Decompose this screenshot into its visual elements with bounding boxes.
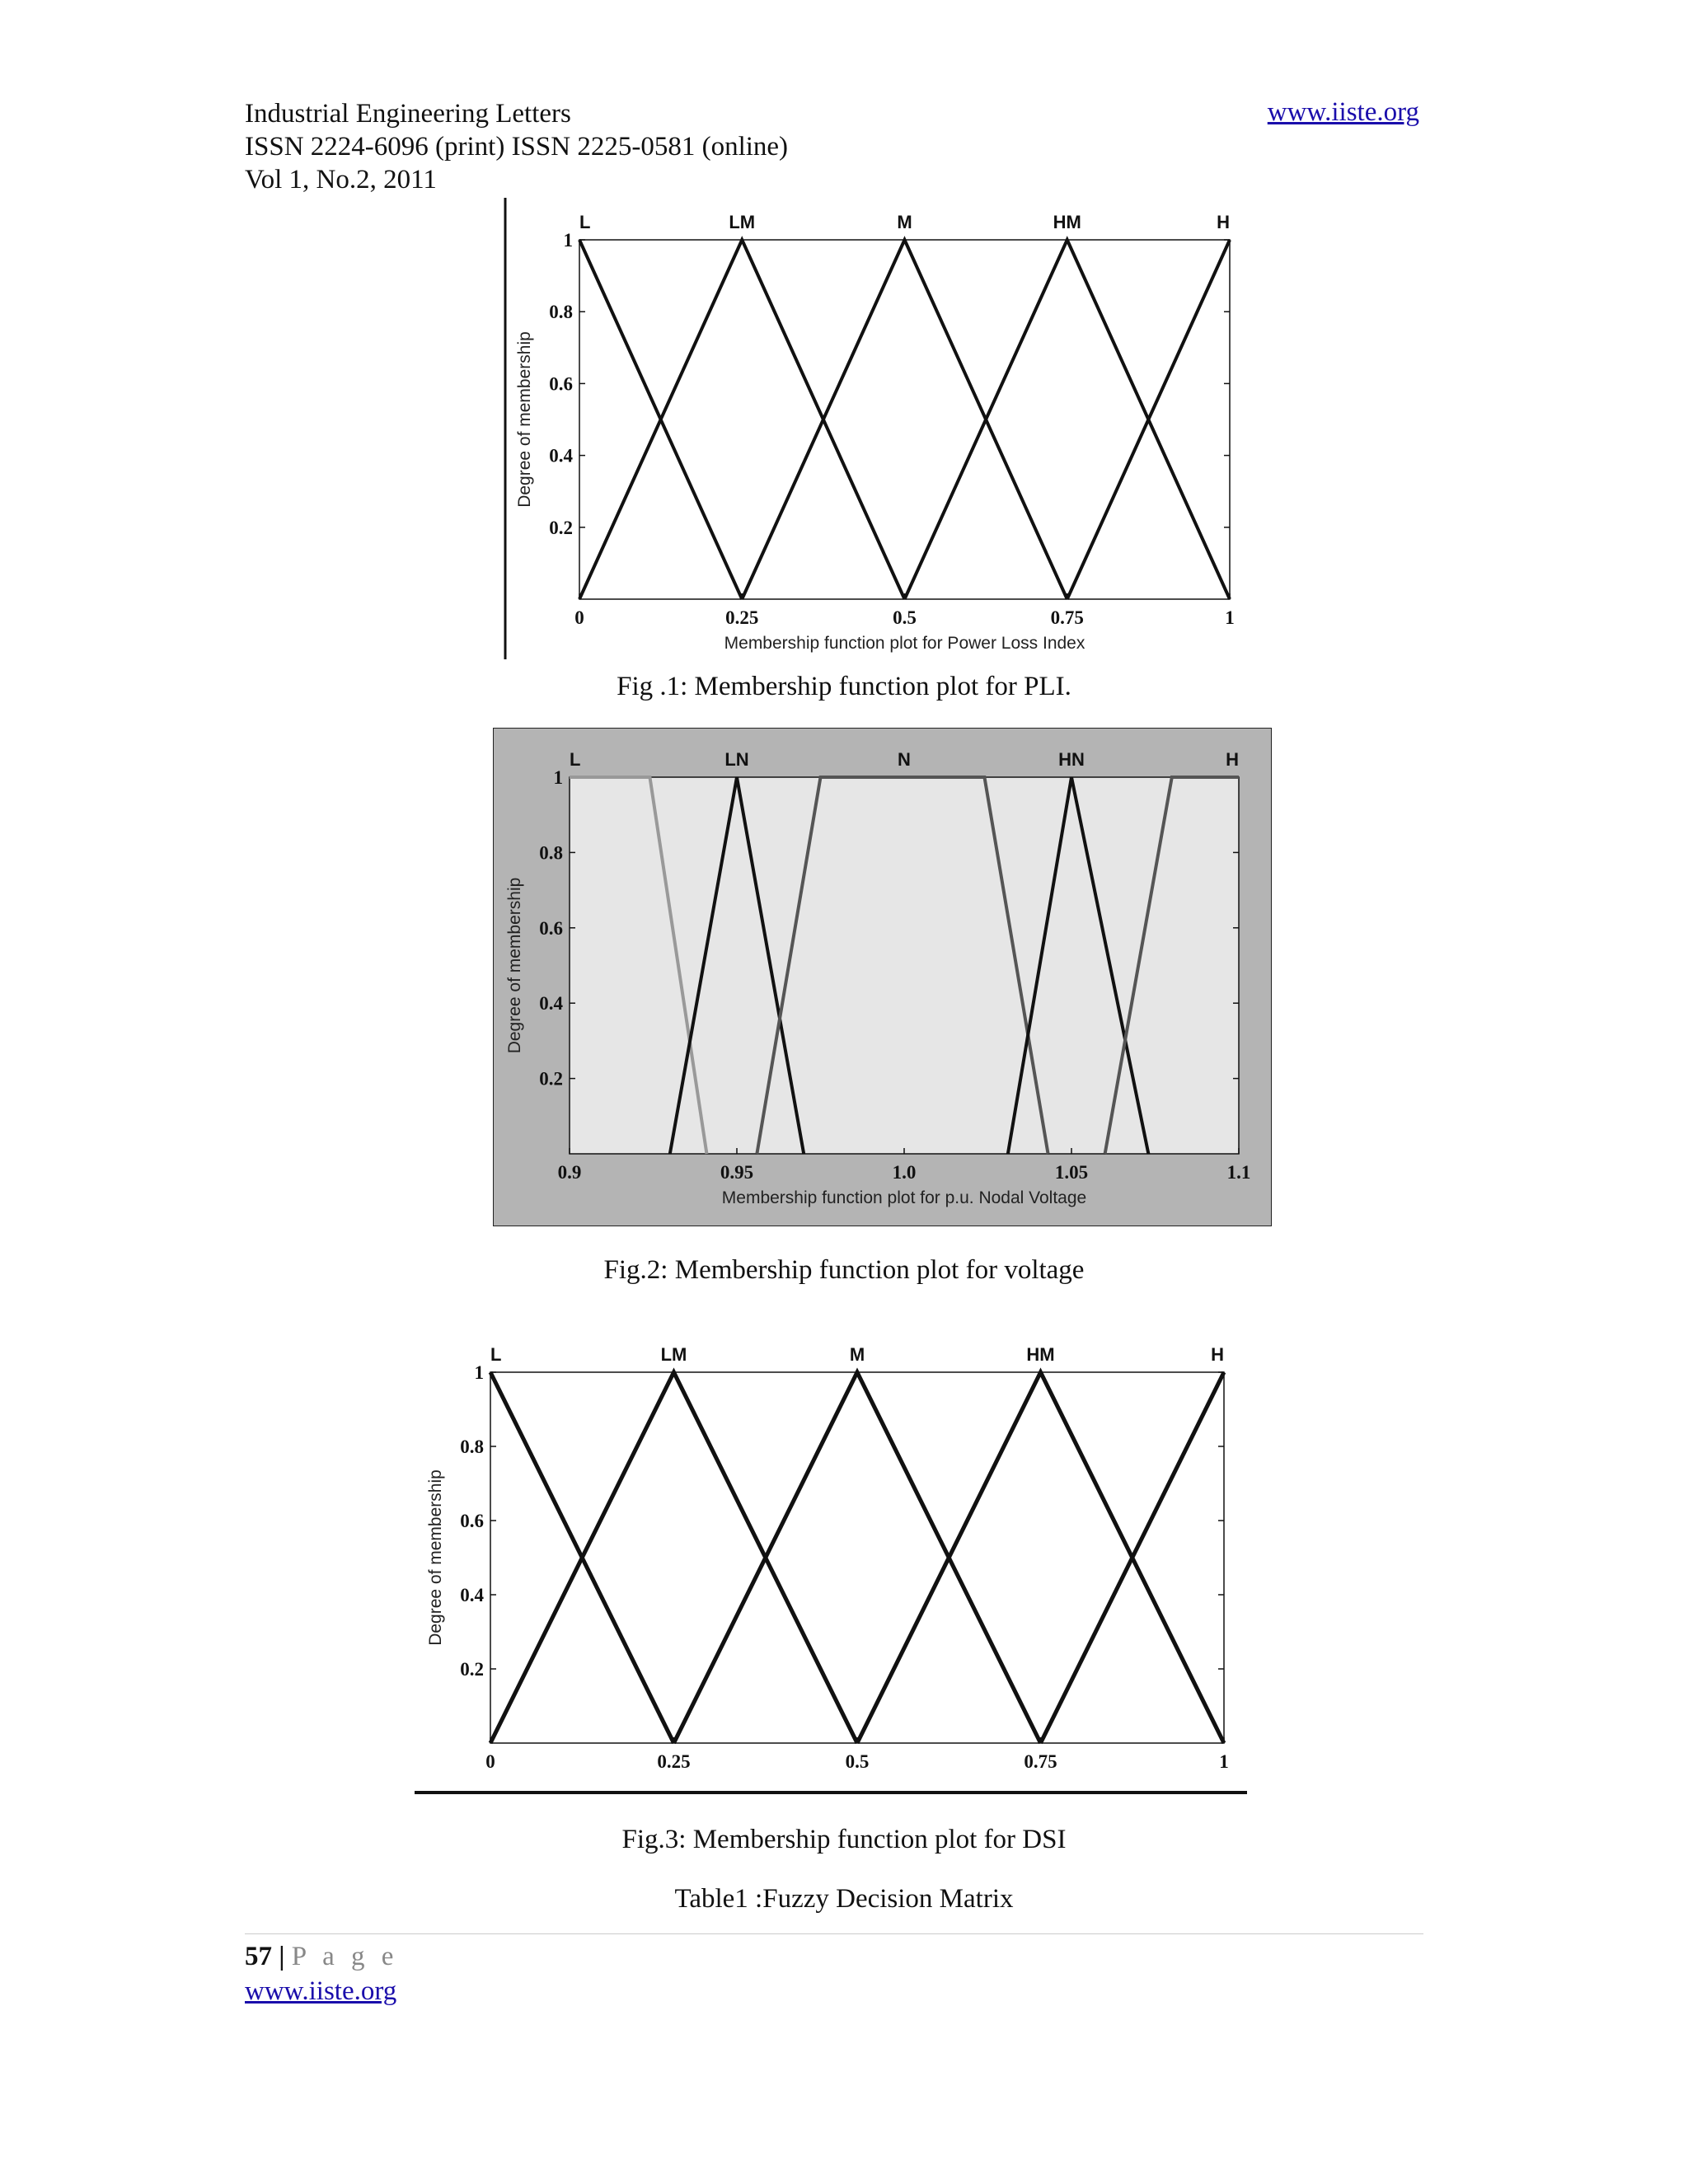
x-tick-label: 1.1 [1226, 1162, 1251, 1183]
page-number: 57 [245, 1942, 272, 1971]
membership-set-label: N [898, 749, 911, 770]
x-axis-label: Membership function plot for Power Loss Index [724, 634, 1085, 653]
y-tick-label: 0.8 [460, 1436, 484, 1457]
page-separator: | [279, 1942, 285, 1971]
x-tick-label: 0.25 [725, 607, 759, 628]
y-tick-label: 0.6 [549, 373, 573, 395]
table-caption: Table1 :Fuzzy Decision Matrix [674, 1884, 1014, 1914]
x-tick-label: 0.25 [657, 1751, 691, 1772]
chart-dsi [410, 1310, 1251, 1805]
x-tick-label: 1.05 [1054, 1162, 1089, 1183]
y-tick-label: 0.2 [549, 517, 573, 538]
journal-title: Industrial Engineering Letters [245, 99, 571, 129]
x-tick-label: 0.75 [1050, 607, 1084, 628]
footer-page-number [245, 1942, 398, 1972]
footer-rule [245, 1933, 1423, 1934]
plot-area [579, 240, 1230, 599]
y-axis-label: Degree of membership [426, 1469, 445, 1646]
membership-set-label: H [1217, 212, 1230, 232]
y-tick-label: 1 [563, 230, 573, 251]
y-tick-label: 0.4 [460, 1585, 484, 1605]
figure-3-caption: Fig.3: Membership function plot for DSI [621, 1825, 1067, 1854]
y-tick-label: 0.2 [539, 1068, 563, 1090]
membership-set-label: HM [1053, 212, 1081, 232]
footer-site-link[interactable]: www.iiste.org [245, 1976, 397, 2006]
membership-set-label: LM [660, 1344, 687, 1365]
x-tick-label: 0.5 [845, 1751, 870, 1772]
membership-set-label: M [897, 212, 912, 232]
figure-2-voltage [493, 728, 1272, 1226]
x-tick-label: 0.9 [557, 1162, 582, 1183]
membership-set-label: L [579, 212, 591, 232]
x-axis-label: Membership function plot for p.u. Nodal Voltage [721, 1188, 1087, 1207]
x-tick-label: 0.75 [1024, 1751, 1057, 1772]
membership-set-label: H [1211, 1344, 1224, 1365]
x-tick-label: 0 [485, 1751, 495, 1772]
x-tick-label: 1 [1225, 607, 1235, 628]
membership-set-label: L [490, 1344, 502, 1365]
x-tick-label: 1 [1219, 1751, 1229, 1772]
x-tick-label: 0 [574, 607, 584, 628]
x-tick-label: 0.5 [893, 607, 917, 628]
figure-3-dsi [410, 1310, 1251, 1805]
membership-set-label: H [1226, 749, 1239, 770]
y-tick-label: 0.6 [460, 1511, 484, 1531]
header-site-link[interactable]: www.iiste.org [1267, 97, 1419, 127]
y-tick-label: 0.6 [539, 917, 563, 939]
y-axis-label: Degree of membership [515, 331, 534, 508]
chart-pli [495, 194, 1253, 672]
volume-line: Vol 1, No.2, 2011 [245, 165, 437, 194]
x-tick-label: 1.0 [892, 1162, 917, 1183]
page-word: P a g e [291, 1942, 399, 1971]
y-tick-label: 1 [553, 767, 563, 788]
plot-area [490, 1372, 1224, 1743]
figure-2-caption: Fig.2: Membership function plot for voltage [603, 1255, 1085, 1285]
y-tick-label: 1 [474, 1362, 484, 1383]
figure-1-caption: Fig .1: Membership function plot for PLI. [617, 672, 1071, 701]
y-axis-label: Degree of membership [505, 877, 524, 1054]
figure-1-pli [495, 194, 1253, 672]
x-tick-label: 0.95 [720, 1162, 754, 1183]
membership-set-label: LM [729, 212, 756, 232]
y-tick-label: 0.4 [539, 993, 563, 1015]
membership-set-label: HN [1058, 749, 1085, 770]
membership-set-label: L [570, 749, 581, 770]
y-tick-label: 0.8 [539, 842, 563, 864]
chart-voltage [493, 728, 1272, 1226]
membership-set-label: HM [1026, 1344, 1055, 1365]
issn-line: ISSN 2224-6096 (print) ISSN 2225-0581 (online) [245, 132, 789, 162]
y-tick-label: 0.2 [460, 1659, 484, 1680]
y-tick-label: 0.4 [549, 445, 573, 466]
y-tick-label: 0.8 [549, 302, 573, 323]
membership-set-label: LN [724, 749, 749, 770]
membership-set-label: M [849, 1344, 865, 1365]
